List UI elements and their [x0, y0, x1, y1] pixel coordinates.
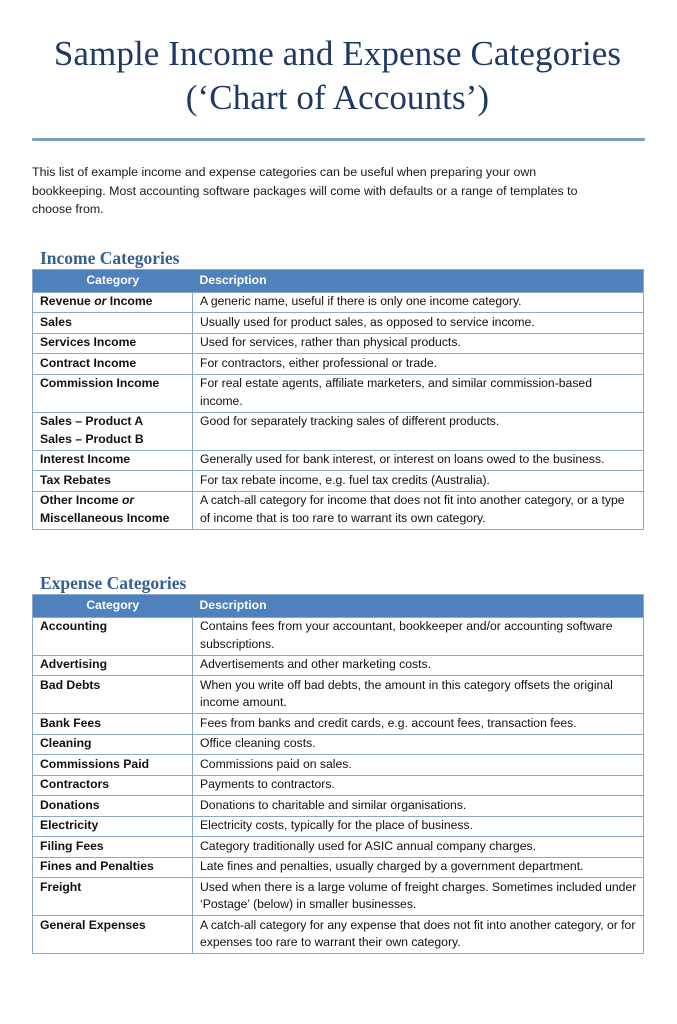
cell-description: Electricity costs, typically for the place of business. [193, 816, 644, 837]
cell-category [33, 292, 193, 313]
page-title [32, 32, 643, 120]
cell-category: Bank Fees [33, 714, 193, 735]
section-heading-expense: Expense Categories [40, 572, 187, 593]
table-row [33, 916, 644, 954]
title-divider [32, 138, 645, 141]
table-row [33, 734, 644, 755]
table-row [33, 816, 644, 837]
cell-description: Advertisements and other marketing costs. [193, 655, 644, 676]
cell-category: Accounting [33, 617, 193, 655]
table-row [33, 775, 644, 796]
column-header-description: Description [193, 269, 644, 292]
cell-category [33, 491, 193, 529]
column-header-description: Description [193, 594, 644, 617]
section-heading-income: Income Categories [40, 247, 180, 268]
table-row [33, 450, 644, 471]
table-row [33, 292, 644, 313]
category-label-line [40, 492, 186, 510]
income-table-body [33, 292, 644, 529]
category-label-text: Miscellaneous Income [40, 510, 170, 525]
table-header-row [33, 269, 644, 292]
cell-category: Fines and Penalties [33, 857, 193, 878]
category-label-emphasis: or [121, 493, 135, 507]
cell-description: Fees from banks and credit cards, e.g. account fees, transaction fees. [193, 714, 644, 735]
cell-description: For contractors, either professional or trade. [193, 354, 644, 375]
cell-category [33, 374, 193, 412]
table-row [33, 313, 644, 334]
table-row [33, 412, 644, 450]
cell-description: Contains fees from your accountant, bookkeeper and/or accounting software subscriptions. [193, 617, 644, 655]
cell-description: A catch-all category for income that does not fit into another category, or a type of income that is too rare to warrant its own category. [193, 491, 644, 529]
cell-description: A catch-all category for any expense that does not fit into another category, or for expenses too rare to warrant their own category. [193, 916, 644, 954]
cell-category: Commissions Paid [33, 755, 193, 776]
cell-description: Used for services, rather than physical products. [193, 333, 644, 354]
cell-description: Office cleaning costs. [193, 734, 644, 755]
category-label-text: Sales [40, 314, 72, 329]
page-title-line-2: (‘Chart of Accounts’) [185, 78, 490, 117]
cell-description: Used when there is a large volume of freight charges. Sometimes included under ‘Postage’ (below) in smaller businesses. [193, 878, 644, 916]
cell-description: Generally used for bank interest, or interest on loans owed to the business. [193, 450, 644, 471]
category-label-text: Income [106, 294, 153, 308]
cell-description: For real estate agents, affiliate marketers, and similar commission-based income. [193, 374, 644, 412]
cell-category [33, 412, 193, 450]
cell-description: Good for separately tracking sales of different products. [193, 412, 644, 450]
intro-paragraph: This list of example income and expense categories can be useful when preparing your own bookkeeping. Most accounting software packages will come with defaults or a range of templates to choose from. [32, 165, 578, 216]
cell-category [33, 313, 193, 334]
cell-description: Category traditionally used for ASIC annual company charges. [193, 837, 644, 858]
income-categories-table [32, 269, 644, 530]
cell-category: Cleaning [33, 734, 193, 755]
cell-category [33, 333, 193, 354]
category-label-emphasis: or [94, 294, 107, 308]
category-label-text: Contract Income [40, 355, 137, 370]
category-label-text: Commission Income [40, 376, 160, 390]
table-row [33, 837, 644, 858]
category-label-text: Other Income [40, 493, 122, 507]
table-row [33, 333, 644, 354]
table-row [33, 878, 644, 916]
table-header-row [33, 594, 644, 617]
cell-category: Advertising [33, 655, 193, 676]
category-label-line: Sales – Product A [40, 414, 144, 428]
table-row [33, 471, 644, 492]
column-header-category: Category [33, 594, 193, 617]
cell-category: Donations [33, 796, 193, 817]
cell-description: For tax rebate income, e.g. fuel tax credits (Australia). [193, 471, 644, 492]
page-title-line-1: Sample Income and Expense Categories [53, 34, 622, 73]
cell-description: Late fines and penalties, usually charged by a government department. [193, 857, 644, 878]
table-row [33, 714, 644, 735]
table-row [33, 676, 644, 714]
category-label-text: Interest Income [40, 452, 131, 466]
table-row [33, 354, 644, 375]
cell-description: A generic name, useful if there is only one income category. [193, 292, 644, 313]
table-row [33, 491, 644, 529]
cell-category [33, 471, 193, 492]
category-label-text: Revenue [40, 294, 95, 308]
category-label-line [40, 510, 186, 528]
cell-category: Electricity [33, 816, 193, 837]
category-label-line: Sales – Product B [40, 431, 144, 446]
table-row [33, 374, 644, 412]
table-row [33, 857, 644, 878]
cell-category: Freight [33, 878, 193, 916]
cell-category: Bad Debts [33, 676, 193, 714]
category-label-text: Tax Rebates [40, 472, 111, 487]
column-header-category: Category [33, 269, 193, 292]
table-row [33, 755, 644, 776]
cell-category: Filing Fees [33, 837, 193, 858]
cell-category: Contractors [33, 775, 193, 796]
table-row [33, 655, 644, 676]
cell-category [33, 450, 193, 471]
cell-category [33, 354, 193, 375]
table-row [33, 796, 644, 817]
cell-description: Usually used for product sales, as opposed to service income. [193, 313, 644, 334]
cell-category: General Expenses [33, 916, 193, 954]
cell-description: Payments to contractors. [193, 775, 644, 796]
expense-table-body [33, 617, 644, 954]
cell-description: Donations to charitable and similar organisations. [193, 796, 644, 817]
table-row [33, 617, 644, 655]
cell-description: Commissions paid on sales. [193, 755, 644, 776]
cell-description: When you write off bad debts, the amount in this category offsets the original income amount. [193, 676, 644, 714]
category-label-text: Services Income [40, 335, 137, 349]
title-block [0, 0, 677, 120]
expense-categories-table [32, 594, 644, 955]
